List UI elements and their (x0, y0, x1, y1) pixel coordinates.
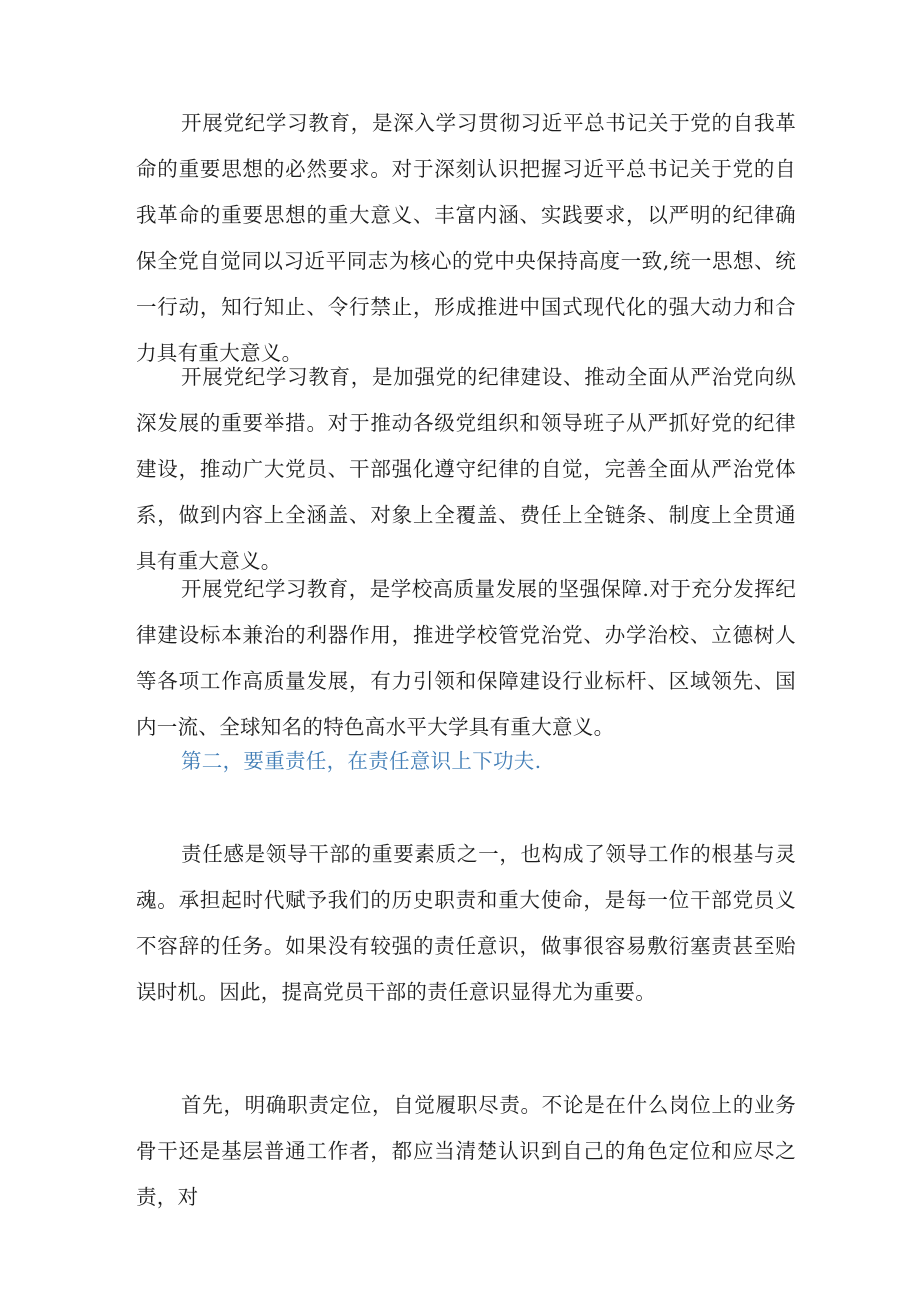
paragraph-discipline-education-significance: 开展党纪学习教育，是深入学习贯彻习近平总书记关于党的自我革命的重要思想的必然要求。对于深刻认识把握习近平总书记关于党的自我革命的重要思想的重大意义、丰富内涵、实践要求，以严明的纪律确保全党自觉同以习近平同志为核心的党中央保持高度一致,统一思想、统一行动，知行知止、令行禁止，形成推进中国式现代化的强大动力和合力具有重大意义。 (136, 111, 796, 365)
paragraph-school-development-guarantee: 开展党纪学习教育，是学校高质量发展的坚强保障.对于充分发挥纪律建设标本兼治的利器作用，推进学校管党治党、办学治校、立德树人等各项工作高质量发展，有力引领和保障建设行业标杆、区域领先、国内一流、全球知名的特色高水平大学具有重大意义。 (136, 577, 796, 739)
paragraph-sense-of-responsibility: 责任感是领导干部的重要素质之一，也构成了领导工作的根基与灵魂。承担起时代赋予我们的历史职责和重大使命，是每一位干部党员义不容辞的任务。如果没有较强的责任意识，做事很容易敷衍塞责甚至贻误时机。因此，提高党员干部的责任意识显得尤为重要。 (136, 842, 796, 1004)
paragraph-clarify-duties: 首先，明确职责定位，自觉履职尽责。不论是在什么岗位上的业务骨干还是基层普通工作者，都应当清楚认识到自己的角色定位和应尽之责，对 (136, 1093, 796, 1209)
paragraph-discipline-building-measure: 开展党纪学习教育，是加强党的纪律建设、推动全面从严治党向纵深发展的重要举措。对于推动各级党组织和领导班子从严抓好党的纪律建设，推动广大党员、干部强化遵守纪律的自觉，完善全面从严治党体系，做到内容上全涵盖、对象上全覆盖、费任上全链条、制度上全贯通具有重大意义。 (136, 365, 796, 573)
section-heading-responsibility: 第二，要重责任，在责任意识上下功夫. (181, 749, 542, 773)
